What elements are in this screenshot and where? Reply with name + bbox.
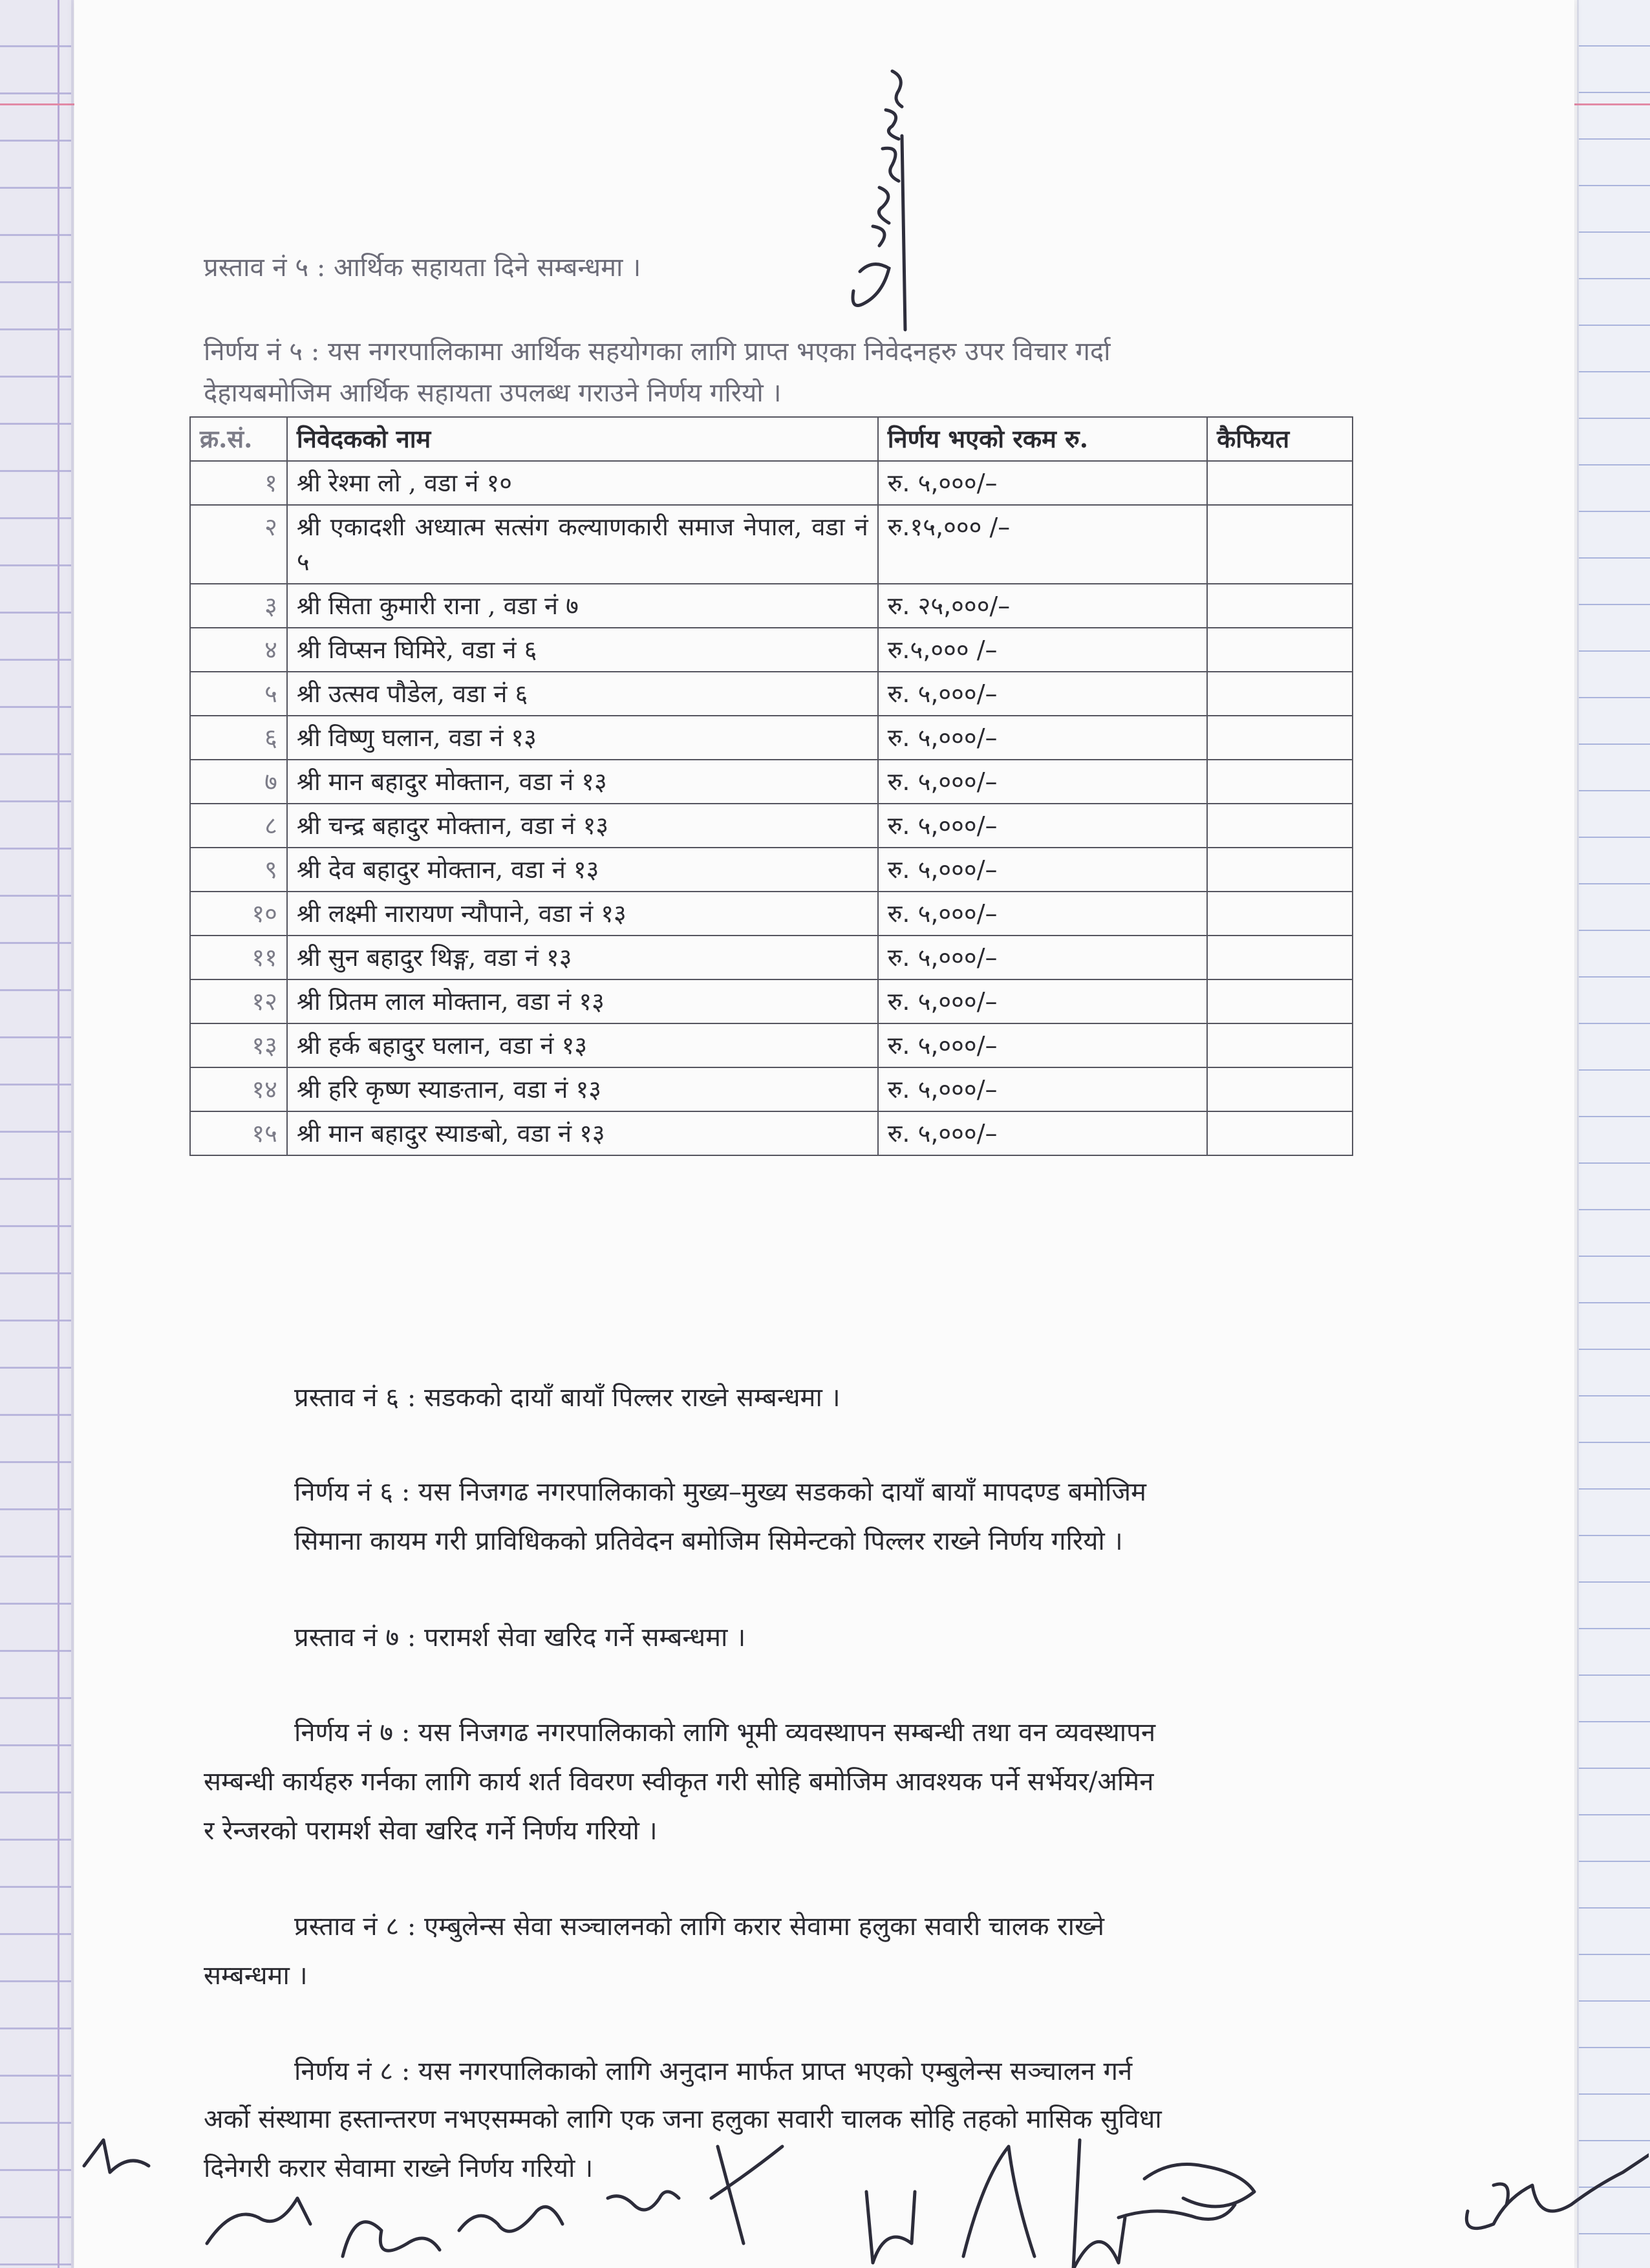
table-row — [190, 584, 1353, 628]
row-remarks — [1207, 1067, 1353, 1111]
motion8-decision-line3: दिनेगरी करार सेवामा राख्ने निर्णय गरियो । — [204, 2154, 594, 2183]
header-remarks: कैफियत — [1207, 417, 1353, 461]
motion5-decision-line2: देहायबमोजिम आर्थिक सहायता उपलब्ध गराउने निर्णय गरियो । — [204, 378, 782, 408]
row-remarks — [1207, 804, 1353, 848]
row-sn: १४ — [190, 1067, 287, 1111]
table-row — [190, 716, 1353, 760]
row-name: श्री प्रितम लाल मोक्तान, वडा नं १३ — [287, 979, 878, 1023]
row-sn: ११ — [190, 936, 287, 979]
row-sn: ७ — [190, 760, 287, 804]
row-name: श्री एकादशी अध्यात्म सत्संग कल्याणकारी समाज नेपाल, वडा नं ५ — [287, 505, 878, 584]
motion6-heading: प्रस्ताव नं ६ : सडकको दायाँ बायाँ पिल्लर राख्ने सम्बन्धमा । — [294, 1383, 841, 1413]
row-amount: रु. ५,०००/– — [878, 892, 1207, 936]
row-remarks — [1207, 1111, 1353, 1155]
row-amount: रु. ५,०००/– — [878, 936, 1207, 979]
row-sn: १ — [190, 461, 287, 505]
row-name: श्री सुन बहादुर थिङ्ग, वडा नं १३ — [287, 936, 878, 979]
notebook-binding-left — [0, 0, 74, 2268]
header-sn: क्र.सं. — [190, 417, 287, 461]
row-sn: ६ — [190, 716, 287, 760]
row-name: श्री देव बहादुर मोक्तान, वडा नं १३ — [287, 848, 878, 892]
row-sn: १० — [190, 892, 287, 936]
row-amount: रु. ५,०००/– — [878, 461, 1207, 505]
row-name: श्री सिता कुमारी राना , वडा नं ७ — [287, 584, 878, 628]
row-name: श्री चन्द्र बहादुर मोक्तान, वडा नं १३ — [287, 804, 878, 848]
row-sn: १२ — [190, 979, 287, 1023]
row-name: श्री विप्सन घिमिरे, वडा नं ६ — [287, 628, 878, 672]
row-name: श्री रेश्मा लो , वडा नं १० — [287, 461, 878, 505]
motion6-decision-line1: निर्णय नं ६ : यस निजगढ नगरपालिकाको मुख्य–मुख्य सडकको दायाँ बायाँ मापदण्ड बमोजिम — [294, 1477, 1146, 1507]
row-remarks — [1207, 628, 1353, 672]
row-sn: ४ — [190, 628, 287, 672]
row-remarks — [1207, 1023, 1353, 1067]
table-header-row — [190, 417, 1353, 461]
row-name: श्री लक्ष्मी नारायण न्यौपाने, वडा नं १३ — [287, 892, 878, 936]
motion7-decision-line2: सम्बन्धी कार्यहरु गर्नका लागि कार्य शर्त विवरण स्वीकृत गरी सोहि बमोजिम आवश्यक पर्ने सर्भेयर/अमिन — [204, 1767, 1154, 1797]
row-name: श्री हरि कृष्ण स्याङतान, वडा नं १३ — [287, 1067, 878, 1111]
row-remarks — [1207, 848, 1353, 892]
row-amount: रु. ५,०००/– — [878, 716, 1207, 760]
motion8-heading-line2: सम्बन्धमा । — [204, 1961, 308, 1991]
motion7-heading: प्रस्ताव नं ७ : परामर्श सेवा खरिद गर्ने सम्बन्धमा । — [294, 1623, 746, 1653]
table-row — [190, 936, 1353, 979]
table-row — [190, 892, 1353, 936]
row-remarks — [1207, 505, 1353, 584]
row-amount: रु. ५,०००/– — [878, 1111, 1207, 1155]
row-remarks — [1207, 979, 1353, 1023]
table-row — [190, 1023, 1353, 1067]
table-row — [190, 804, 1353, 848]
row-name: श्री मान बहादुर स्याङबो, वडा नं १३ — [287, 1111, 878, 1155]
row-amount: रु. ५,०००/– — [878, 672, 1207, 716]
motion5-heading: प्रस्ताव नं ५ : आर्थिक सहायता दिने सम्बन्धमा । — [204, 253, 641, 283]
row-name: श्री मान बहादुर मोक्तान, वडा नं १३ — [287, 760, 878, 804]
motion8-heading-line1: प्रस्ताव नं ८ : एम्बुलेन्स सेवा सञ्चालनको लागि करार सेवामा हलुका सवारी चालक राख्ने — [294, 1912, 1104, 1942]
table-row — [190, 1111, 1353, 1155]
row-remarks — [1207, 760, 1353, 804]
row-sn: १३ — [190, 1023, 287, 1067]
row-remarks — [1207, 461, 1353, 505]
row-amount: रु. ५,०००/– — [878, 804, 1207, 848]
row-amount: रु.१५,००० /– — [878, 505, 1207, 584]
motion6-decision-line2: सिमाना कायम गरी प्राविधिकको प्रतिवेदन बमोजिम सिमेन्टको पिल्लर राख्ने निर्णय गरियो । — [294, 1526, 1123, 1556]
row-amount: रु. ५,०००/– — [878, 979, 1207, 1023]
table-row — [190, 461, 1353, 505]
row-sn: ३ — [190, 584, 287, 628]
table-row — [190, 760, 1353, 804]
row-remarks — [1207, 892, 1353, 936]
row-amount: रु. ५,०००/– — [878, 848, 1207, 892]
row-amount: रु.५,००० /– — [878, 628, 1207, 672]
row-sn: १५ — [190, 1111, 287, 1155]
row-name: श्री विष्णु घलान, वडा नं १३ — [287, 716, 878, 760]
row-sn: ९ — [190, 848, 287, 892]
table-row — [190, 672, 1353, 716]
table-row — [190, 979, 1353, 1023]
member-signatures — [71, 2127, 1649, 2268]
row-amount: रु. ५,०००/– — [878, 1067, 1207, 1111]
grant-table — [189, 416, 1353, 1156]
row-amount: रु. २५,०००/– — [878, 584, 1207, 628]
motion7-decision-line1: निर्णय नं ७ : यस निजगढ नगरपालिकाको लागि भूमी व्यवस्थापन सम्बन्धी तथा वन व्यवस्थापन — [294, 1718, 1156, 1748]
row-amount: रु. ५,०००/– — [878, 760, 1207, 804]
margin-handwritten-note — [821, 58, 950, 336]
table-row — [190, 1067, 1353, 1111]
motion5-decision-line1: निर्णय नं ५ : यस नगरपालिकामा आर्थिक सहयोगका लागि प्राप्त भएका निवेदनहरु उपर विचार गर्दा — [204, 337, 1111, 367]
row-sn: ८ — [190, 804, 287, 848]
row-sn: २ — [190, 505, 287, 584]
row-name: श्री उत्सव पौडेल, वडा नं ६ — [287, 672, 878, 716]
row-remarks — [1207, 584, 1353, 628]
row-remarks — [1207, 672, 1353, 716]
row-sn: ५ — [190, 672, 287, 716]
table-row — [190, 848, 1353, 892]
motion8-decision-line1: निर्णय नं ८ : यस नगरपालिकाको लागि अनुदान मार्फत प्राप्त भएको एम्बुलेन्स सञ्चालन गर्न — [294, 2057, 1133, 2086]
row-amount: रु. ५,०००/– — [878, 1023, 1207, 1067]
row-name: श्री हर्क बहादुर घलान, वडा नं १३ — [287, 1023, 878, 1067]
motion7-decision-line3: र रेन्जरको परामर्श सेवा खरिद गर्ने निर्णय गरियो । — [204, 1816, 658, 1846]
header-name: निवेदकको नाम — [287, 417, 878, 461]
header-amount: निर्णय भएको रकम रु. — [878, 417, 1207, 461]
notebook-binding-right — [1577, 0, 1650, 2268]
row-remarks — [1207, 716, 1353, 760]
table-row — [190, 628, 1353, 672]
table-row — [190, 505, 1353, 584]
motion8-decision-line2: अर्को संस्थामा हस्तान्तरण नभएसम्मको लागि एक जना हलुका सवारी चालक सोहि तहको मासिक सुविधा — [204, 2104, 1162, 2134]
row-remarks — [1207, 936, 1353, 979]
